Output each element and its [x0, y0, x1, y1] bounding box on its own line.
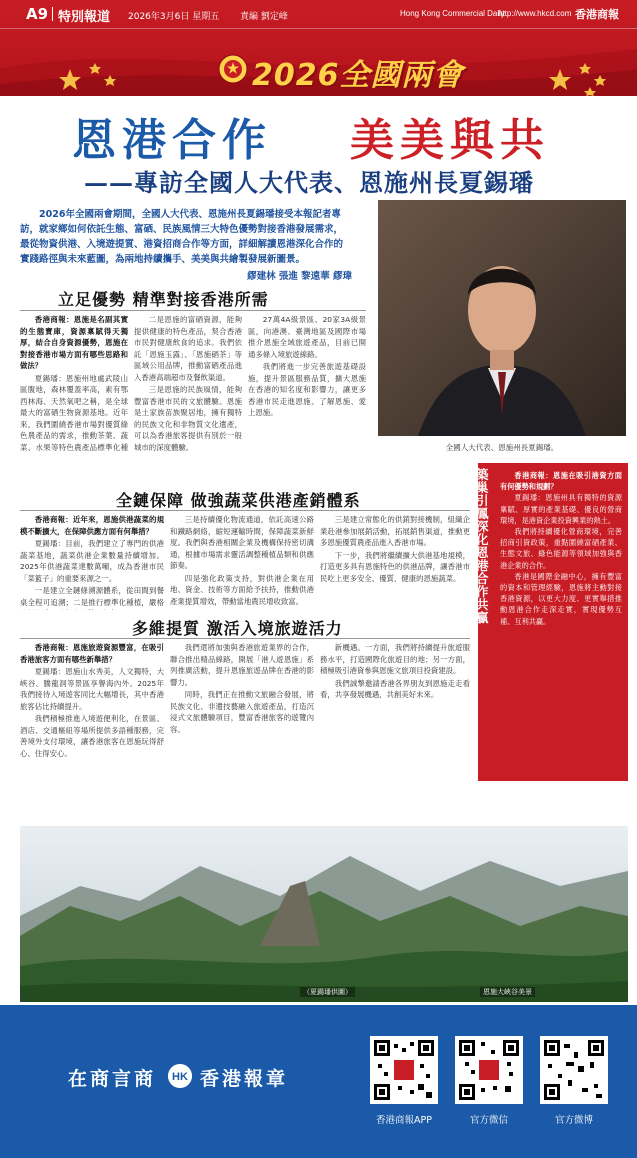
- sidebar-paragraph: 香港是國際金融中心，擁有豐富的資本和管理經驗，恩施將主動對接香港資源，以更大力度、更實舉措推動恩港合作走深走實，實現優勢互補、互利共贏。: [500, 571, 622, 626]
- sidebar-paragraph: 夏錫璠：恩施州具有獨特的資源稟賦、厚實的產業基礎、優良的營商環境，是港資企業投資興業的熱土。: [500, 493, 622, 525]
- banner-title: 2026全國兩會: [252, 58, 464, 93]
- subheadline: ——專訪全國人大代表、恩施州長夏錫璠: [84, 168, 534, 197]
- interview-answer: 27萬4A級景區、20家3A級景區，向港澳、臺灣地區及國際市場推介恩施全域旅遊產品，目前已開通多條入境旅遊線路。: [248, 315, 366, 359]
- footer-slogan-right: 香港報章: [200, 1068, 289, 1090]
- sidebar-text: [500, 470, 622, 776]
- sidebar-paragraph: 香港商報：恩施在吸引港資方面有何優勢和規劃？: [500, 471, 622, 492]
- national-emblem-icon: [218, 54, 248, 84]
- paper-english-name: Hong Kong Commercial Daily: [400, 9, 505, 18]
- section-2-column-1: [20, 514, 164, 610]
- issue-date: 2026年3月6日 星期五: [128, 12, 220, 22]
- paper-url: http://www.hkcd.com: [498, 9, 572, 18]
- interview-question: 香港商報：近年來，恩施供港蔬菜的規模不斷擴大，在保障供應方面有何舉措？: [20, 515, 164, 536]
- qr-label-weibo: 官方微博: [554, 1115, 593, 1126]
- interview-answer: 新機遇。一方面，我們將持續提升旅遊服務水平，打造國際化旅遊目的地；另一方面，積極吸引港資參與恩施文旅項目投資建設。: [320, 643, 470, 675]
- qr-code-icon: [459, 1040, 519, 1100]
- interview-answer: 夏錫璠：恩施山水秀美，人文獨特，大峽谷、騰龍洞等景區享譽海內外。2025年我們接待入境遊客同比大幅增長，其中香港旅客佔比持續提升。: [20, 667, 164, 711]
- section-2-heading: 全鏈保障 做強蔬菜供港產銷體系: [116, 491, 361, 510]
- section-1-rule: [20, 310, 366, 311]
- scene-caption: 恩施大峽谷美景: [480, 987, 535, 997]
- interview-answer: 同時，我們正在推動文旅融合發展，將民族文化、非遺技藝融入旅遊產品，打造沉浸式文旅體驗項目，豐富香港旅客的遊覽內容。: [170, 690, 314, 734]
- interview-answer: 夏錫璠：目前，我們建立了專門的供港蔬菜基地，蔬菜供港企業數量持續增加。2025年供港蔬菜達數萬噸，成為香港市民「菜籃子」的重要來源之一。: [20, 539, 164, 583]
- landscape-illustration: [20, 826, 628, 1002]
- section-1-heading: 立足優勢 精準對接香港所需: [58, 290, 269, 309]
- qr-code-wechat[interactable]: [455, 1036, 523, 1104]
- section-2-column-3: [320, 514, 470, 610]
- section-3-column-3: [320, 642, 470, 782]
- interview-answer: 夏錫璠：恩施州地處武陵山區腹地，森林覆蓋率高，素有鄂西林海、天然氧吧之稱，是全球最大的富硒生物資源基地。近年來，我們圍繞香港市場對優質綠色農產品的需求，推動茶葉、蔬菜、水果等特色農產品標準化種: [20, 373, 128, 452]
- header-separator: [52, 7, 53, 21]
- interview-question: 香港商報：恩施是名副其實的生態寶庫，資源稟賦得天獨厚，結合自身資源優勢，恩施在對接香港市場方面有哪些思路和做法？: [20, 315, 128, 370]
- interview-answer: 二是恩施的富硒資源，能夠提供健康的特色產品，契合香港市民對健康飲食的追求。我們依託「恩施玉露」、「恩施硒茶」等區域公用品牌，推動富硒產品進入香港高端超市及餐飲渠道。: [134, 315, 242, 382]
- section-1-column-3: [248, 314, 366, 454]
- page-number: A9: [26, 5, 49, 23]
- portrait-illustration: [378, 200, 626, 436]
- lead-paragraph-box: [20, 207, 352, 265]
- header-divider: [0, 28, 637, 29]
- qr-code-icon: [374, 1040, 434, 1100]
- qr-code-weibo[interactable]: [540, 1036, 608, 1104]
- interview-answer: 我們誠摯邀請香港各界朋友到恩施走走看看，共享發展機遇，共創美好未來。: [320, 678, 470, 699]
- svg-text:HK: HK: [172, 1071, 188, 1083]
- paper-logo: 香港商報: [575, 8, 619, 21]
- section-3-rule: [20, 638, 470, 639]
- page-header: [0, 0, 637, 96]
- interview-answer: 我們還將加強與香港旅遊業界的合作，聯合推出精品線路，開展「港人遊恩施」系列推廣活動，提升恩施旅遊品牌在香港的影響力。: [170, 643, 314, 687]
- section-3-heading: 多維提質 激活入境旅遊活力: [132, 619, 343, 638]
- sidebar-vertical-title: 築巢引鳳 深化恩港合作共贏: [476, 467, 489, 625]
- section-3-column-2: [170, 642, 314, 782]
- photo-caption: 全國人大代表、恩施州長夏錫璠。: [445, 443, 559, 452]
- headline-part-2: 美美與共: [350, 115, 550, 166]
- qr-code-app[interactable]: [370, 1036, 438, 1104]
- interview-question: 香港商報：恩施旅遊資源豐富，在吸引香港旅客方面有哪些新舉措？: [20, 643, 164, 664]
- hkcd-logo-icon: [168, 1064, 192, 1088]
- interview-answer: 我們積極推進入境遊便利化，在景區、酒店、交通樞紐等場所提供多語種服務，完善境外支付環境，讓香港旅客在恩施玩得舒心、住得安心。: [20, 714, 164, 758]
- interview-answer: 我們將進一步完善旅遊基礎設施，提升景區服務品質，擴大恩施在香港的知名度和影響力，讓更多香港市民走進恩施、了解恩施、愛上恩施。: [248, 362, 366, 417]
- section-1-column-1: [20, 314, 128, 454]
- section-name: 特別報道: [58, 10, 111, 25]
- interview-answer: 三是建立常態化的供銷對接機制，組織企業赴港參加展銷活動，拓展銷售渠道，推動更多恩施優質農產品進入香港市場。: [320, 515, 470, 547]
- header-meta-bar: [0, 0, 637, 28]
- headline-part-1: 恩港合作: [72, 115, 272, 166]
- byline-box: [20, 268, 352, 282]
- section-3-column-1: [20, 642, 164, 782]
- canyon-landscape-photo: [20, 826, 628, 1002]
- sidebar-paragraph: 我們將持續優化營商環境，完善招商引資政策，重點圍繞富硒產業、生態文旅、綠色能源等領域加強與香港企業的合作。: [500, 527, 622, 570]
- interview-answer: 一是建立全鏈條溯源體系，從田間到餐桌全程可追溯；二是推行標準化種植，嚴格: [20, 586, 164, 607]
- interview-answer: 三是持續優化物流通道，依託高速公路和鐵路網絡，縮短運輸時間，保障蔬菜新鮮度。我們與香港相關企業及機構保持密切溝通，根據市場需求靈活調整種植品類和供應節奏。: [170, 515, 314, 570]
- editor-credit: 責編 劉定峰: [240, 12, 288, 22]
- qr-code-icon: [544, 1040, 604, 1100]
- interview-answer: 下一步，我們將繼續擴大供港基地規模，打造更多具有恩施特色的供港品牌，讓香港市民吃上更多安全、優質、健康的恩施蔬菜。: [320, 550, 470, 583]
- interview-answer: 三是恩施的民族風情，能夠豐富香港市民的文旅體驗。恩施是土家族苗族聚居地，擁有獨特的民族文化和非物質文化遺產，可以為香港旅客提供有別於一般城市的深度體驗。: [134, 385, 242, 452]
- lead-paragraph: 2026年全國兩會期間，全國人大代表、恩施州長夏錫璠接受本報記者專訪，就家鄉如何依託生態、富硒、民族風情三大特色優勢對接香港發展需求，最從物資供港、入境遊提質、港資招商合作等方面，詳細解讀恩港深化合作的實踐路徑與未來藍圖，為兩地持續攜手、美美與共繪製發展新圖景。: [20, 209, 344, 265]
- portrait-photo: [378, 200, 626, 436]
- section-2-column-2: [170, 514, 314, 610]
- qr-label-wechat: 官方微信: [469, 1115, 508, 1126]
- section-2-rule: [20, 510, 470, 511]
- byline: 繆建林 張進 黎遠華 繆瑋: [247, 271, 352, 282]
- interview-answer: 四是強化政策支持，對供港企業在用地、資金、技術等方面給予扶持，推動供港產業提質增效，帶動當地農民增收致富。: [170, 573, 314, 606]
- qr-label-app: 香港商報APP: [376, 1115, 432, 1126]
- section-1-column-2: [134, 314, 242, 454]
- scene-credit: （夏錫璠供圖）: [300, 987, 355, 997]
- footer-slogan-left: 在商言商: [68, 1068, 157, 1090]
